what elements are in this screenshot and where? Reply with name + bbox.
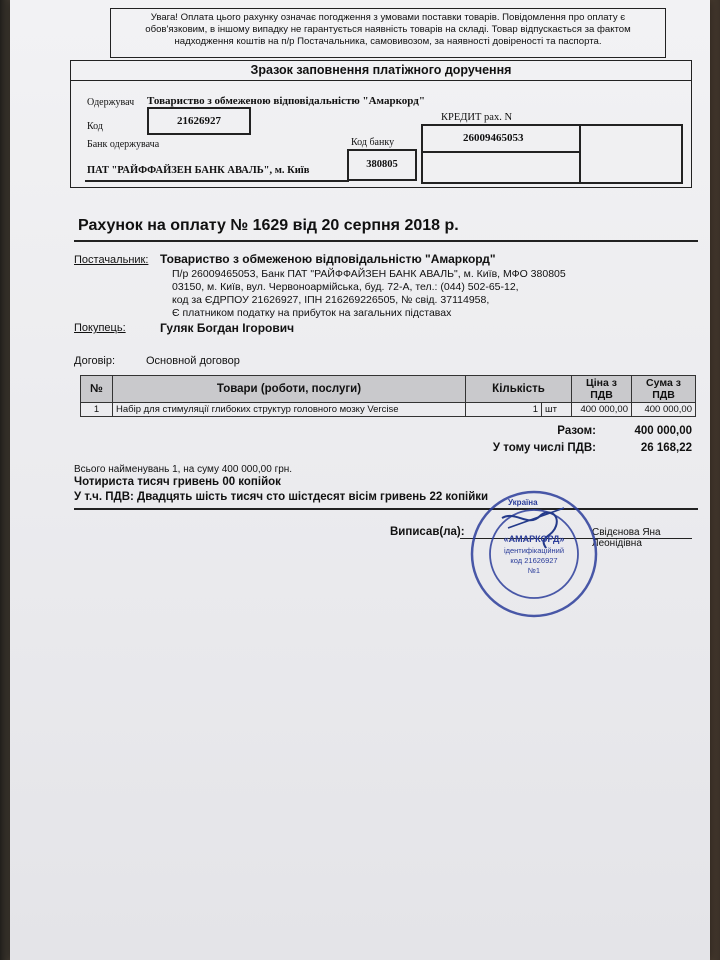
row-qty: 1: [466, 403, 542, 417]
code-label: Код: [87, 121, 103, 132]
credit-side-box: [579, 124, 683, 184]
sample-title: Зразок заповнення платіжного доручення: [250, 63, 512, 77]
table-row: [81, 403, 696, 417]
notice-line-3: надходження коштів на п/р Постачальника, самовивозом, за наявності довіреності та паспорта.: [174, 36, 602, 48]
credit-value: 26009465053: [463, 132, 524, 144]
header-sum: Сума з ПДВ: [632, 376, 696, 403]
notice-line-1: Увага! Оплата цього рахунку означає погодження з умовами поставки товарів. Повідомлення про оплату є: [150, 12, 626, 23]
credit-box: [421, 124, 581, 184]
buyer-label: Покупець:: [74, 322, 126, 334]
notice-line-2: обов'язковим, в іншому випадку не гарантується наявність товарів на складі. Товар відпускається за фактом: [145, 24, 631, 36]
bank-underline: [85, 180, 349, 182]
supplier-label: Постачальник:: [74, 254, 149, 266]
supplier-name: Товариство з обмеженою відповідальністю "Амаркорд": [160, 252, 496, 266]
stamp-top: Україна: [508, 498, 538, 507]
contract-value: Основной договор: [146, 355, 240, 367]
signature-name: Свідєнова Яна Леонідівна: [592, 527, 661, 549]
supplier-details: [172, 268, 566, 320]
company-stamp: [468, 488, 600, 620]
header-num: №: [81, 376, 113, 403]
row-unit: шт: [542, 403, 572, 417]
bank-code-label: Код банку: [351, 137, 395, 148]
credit-box-divider: [421, 151, 581, 153]
items-count-line: Всього найменувань 1, на суму 400 000,00 грн.: [74, 464, 293, 475]
amount-in-words: Чотириста тисяч гривень 00 копійок: [74, 476, 281, 488]
supplier-line-3: код за ЄДРПОУ 21626927, ІПН 216269226505, № свід. 37114958,: [172, 294, 490, 306]
goods-table-header: [81, 376, 696, 403]
bank-code-value: 380805: [366, 159, 398, 170]
stamp-line-3: код 21626927: [510, 556, 558, 565]
total-value: 400 000,00: [634, 425, 692, 437]
bank-code-box: [347, 149, 417, 181]
sample-title-rule: [71, 80, 691, 81]
goods-table: [80, 375, 696, 417]
header-goods: Товари (роботи, послуги): [113, 376, 466, 403]
recipient-value: Товариство з обмеженою відповідальністю "Амаркорд": [147, 95, 425, 107]
buyer-name: Гуляк Богдан Ігорович: [160, 321, 295, 335]
supplier-line-1: П/р 26009465053, Банк ПАТ "РАЙФФАЙЗЕН БАНК АВАЛЬ", м. Київ, МФО 380805: [172, 268, 566, 280]
title-rule: [74, 240, 698, 242]
row-price: 400 000,00: [572, 403, 632, 417]
stamp-center: «АМАРКОРД»: [503, 534, 565, 544]
contract-label: Договір:: [74, 355, 116, 367]
stamp-line-2: ідентифікаційний: [503, 546, 565, 555]
row-num: 1: [81, 403, 113, 417]
summary-rule: [74, 508, 698, 510]
code-value: 21626927: [177, 115, 221, 127]
header-qty: Кількість: [466, 376, 572, 403]
vat-value: 26 168,22: [640, 442, 692, 454]
vat-label: У тому числі ПДВ:: [492, 442, 596, 454]
total-label: Разом:: [557, 425, 596, 437]
header-price: Ціна з ПДВ: [572, 376, 632, 403]
row-goods: Набір для стимуляції глибоких структур головного мозку Vercise: [113, 403, 466, 417]
supplier-line-4: Є платником податку на прибуток на загальних підставах: [172, 307, 452, 319]
invoice-title: Рахунок на оплату № 1629 від 20 серпня 2018 р.: [78, 217, 459, 234]
supplier-line-2: 03150, м. Київ, вул. Червоноармійська, буд. 72-А, тел.: (044) 502-65-12,: [172, 281, 519, 293]
vat-in-words: У т.ч. ПДВ: Двадцять шість тисяч сто шістдесят вісім гривень 22 копійки: [74, 491, 489, 503]
notice-box: [110, 8, 666, 58]
code-box: [147, 107, 251, 135]
signature-label: Виписав(ла):: [390, 526, 465, 538]
credit-label: КРЕДИТ рах. N: [441, 112, 513, 123]
bank-label: Банк одержувача: [87, 139, 160, 150]
row-sum: 400 000,00: [632, 403, 696, 417]
bank-value: ПАТ "РАЙФФАЙЗЕН БАНК АВАЛЬ", м. Київ: [87, 165, 310, 176]
invoice-page: [10, 0, 710, 960]
recipient-label: Одержувач: [87, 97, 135, 108]
stamp-line-4: №1: [527, 566, 541, 575]
payment-sample: [70, 60, 692, 188]
